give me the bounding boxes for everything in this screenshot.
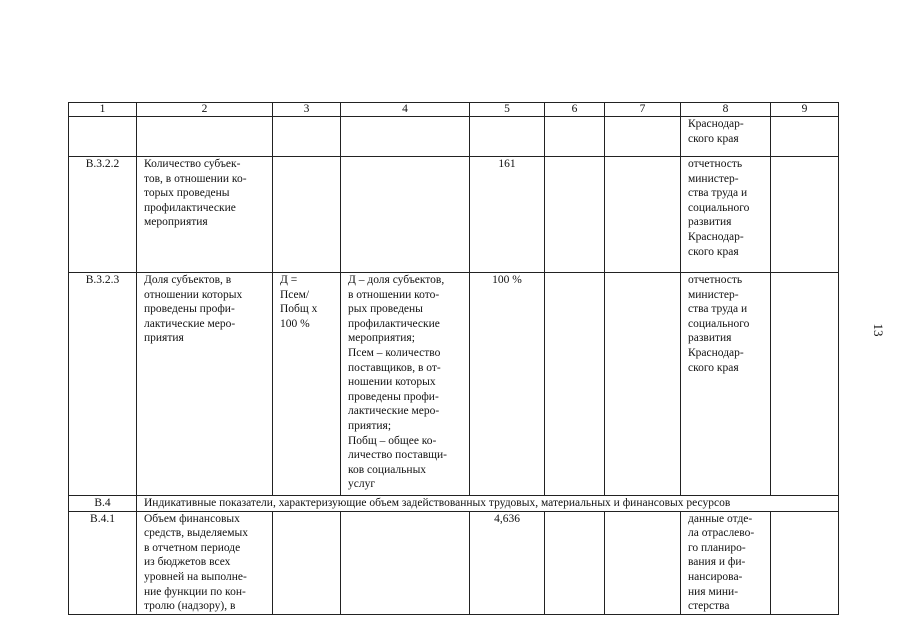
header-row (69, 103, 839, 117)
row-code: В.3.2.3 (69, 273, 137, 496)
row-code: В.4.1 (69, 511, 137, 614)
source-cell: данные отде- ла отраслево- го планиро- вания и фи- нансирова- ния мини- стерства (681, 511, 771, 614)
section-title: Индикативные показатели, характеризующие объем задействованных трудовых, материальных и финансовых ресурсов (137, 496, 839, 512)
header-cell-9: 9 (771, 103, 839, 117)
header-cell-4: 4 (341, 103, 470, 117)
row-code: В.4 (69, 496, 137, 512)
formula-explanation: Д – доля субъектов, в отношении кото- рых проведены профилактические мероприятия; Псем – количество поставщиков, в от- ношении которых проведены профи- лактические меро- приятия; Побщ – общее ко- личество поставщи- ков социальных услуг (341, 273, 470, 496)
header-cell-8: 8 (681, 103, 771, 117)
table-row-b4-1 (69, 511, 839, 614)
indicator-name: Объем финансовых средств, выделяемых в отчетном периоде из бюджетов всех уровней на выполне- ние функции по кон- тролю (надзору), в (137, 511, 273, 614)
source-cell: отчетность министер- ства труда и социального развития Краснодар- ского края (681, 157, 771, 273)
table-row-b3-2-3 (69, 273, 839, 496)
header-cell-5: 5 (470, 103, 545, 117)
section-row-b4 (69, 496, 839, 512)
source-cell: Краснодар- ского края (681, 117, 771, 157)
header-cell-7: 7 (605, 103, 681, 117)
page-number: 13 (871, 323, 886, 337)
header-cell-6: 6 (545, 103, 605, 117)
indicator-value: 100 % (470, 273, 545, 496)
indicator-name: Количество субъек- тов, в отношении ко- торых проведены профилактические мероприятия (137, 157, 273, 273)
row-code: В.3.2.2 (69, 157, 137, 273)
indicator-value: 161 (470, 157, 545, 273)
header-cell-1: 1 (69, 103, 137, 117)
formula-cell: Д = Псем/ Побщ x 100 % (273, 273, 341, 496)
indicator-name: Доля субъектов, в отношении которых проведены профи- лактические меро- приятия (137, 273, 273, 496)
indicator-value: 4,636 (470, 511, 545, 614)
source-cell: отчетность министер- ства труда и социального развития Краснодар- ского края (681, 273, 771, 496)
table-row-b3-2-2 (69, 157, 839, 273)
continuation-row (69, 117, 839, 157)
header-cell-3: 3 (273, 103, 341, 117)
indicator-table (68, 102, 839, 615)
header-cell-2: 2 (137, 103, 273, 117)
